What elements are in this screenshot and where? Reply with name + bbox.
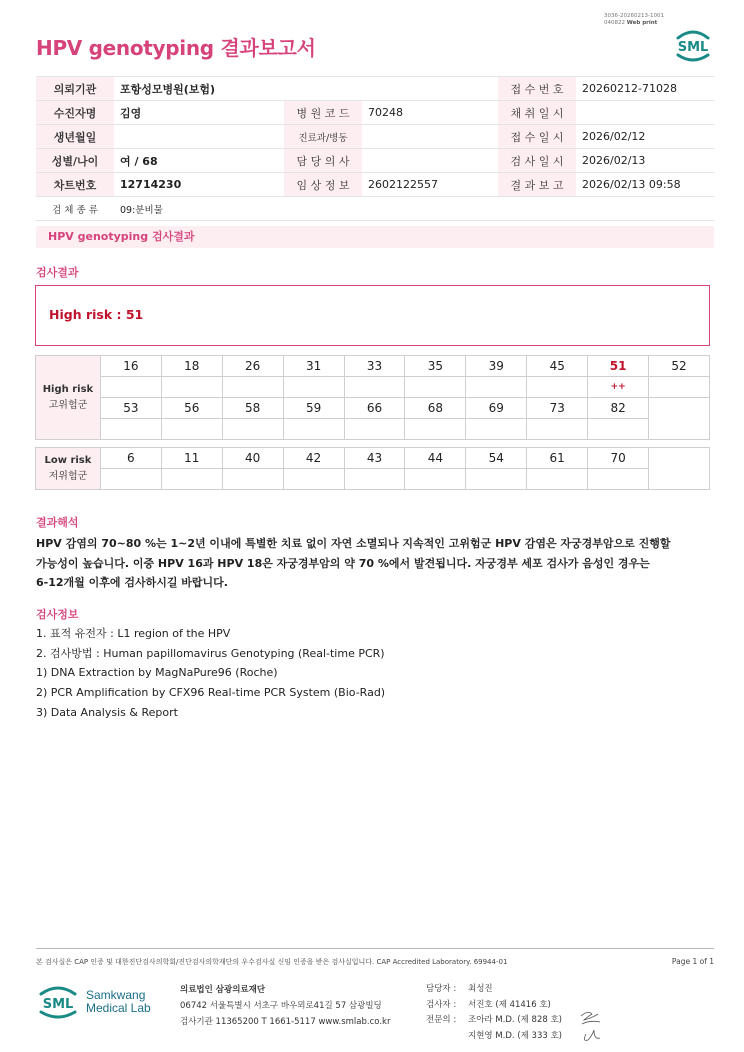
genotype-result-cell (588, 419, 649, 440)
genotype-cell: 61 (527, 448, 588, 469)
test-info-heading: 검사정보 (36, 608, 79, 621)
genotype-cell: 54 (466, 448, 527, 469)
genotype-cell: 56 (161, 398, 222, 419)
high-risk-types-row (36, 356, 710, 377)
info-row (36, 173, 714, 197)
info-label: 임 상 정 보 (284, 173, 362, 197)
info-row (36, 149, 714, 173)
interpretation-line: HPV 감염의 70~80 %는 1~2년 이내에 특별한 치료 없이 자연 소멸되나 지속적인 고위험군 HPV 감염은 자궁경부암으로 진행할 (36, 537, 671, 550)
info-value: 09:분비물 (114, 197, 714, 221)
genotype-cell: 35 (405, 356, 466, 377)
staff-info (426, 982, 562, 1044)
low-risk-label-ko: 저위험군 (48, 470, 88, 482)
sml-logo (672, 24, 714, 66)
low-risk-header (36, 448, 101, 490)
brand-line2: Medical Lab (86, 1001, 151, 1015)
organization-address: 06742 서울특별시 서초구 바우뫼로41길 57 삼광빌딩 (180, 1001, 382, 1011)
test-info-line: 1. 표적 유전자 : L1 region of the HPV (36, 627, 231, 640)
staff-row (426, 1013, 562, 1029)
genotype-cell: 11 (161, 448, 222, 469)
accreditation-note: 본 검사실은 CAP 인증 및 대한진단검사의학회/진단검사의학재단의 우수검사실 신임 인증을 받은 검사실입니다. CAP Accredited Laboratory. 69944-01 (36, 958, 508, 966)
staff-name: 지현영 M.D. (제 333 호) (468, 1030, 563, 1041)
genotype-cell: 66 (344, 398, 405, 419)
genotype-result-cell (283, 469, 344, 490)
genotype-cell: 69 (466, 398, 527, 419)
genotype-result-cell (344, 419, 405, 440)
info-value: 70248 (362, 101, 498, 125)
test-info-line: 1) DNA Extraction by MagNaPure96 (Roche) (36, 666, 278, 680)
high-risk-label-ko: 고위험군 (48, 399, 88, 411)
genotype-result-cell (344, 377, 405, 398)
info-row (36, 125, 714, 149)
info-label: 검 사 일 시 (498, 149, 576, 173)
info-label: 병 원 코 드 (284, 101, 362, 125)
result-heading: 검사결과 (36, 266, 79, 279)
genotype-cell: 52 (649, 356, 710, 377)
genotype-cell: 58 (222, 398, 283, 419)
organization-contact: 검사기관 11365200 T 1661-5117 www.smlab.co.kr (180, 1017, 391, 1027)
high-risk-types-row (36, 398, 710, 419)
genotype-result-cell (161, 469, 222, 490)
signature-icon (578, 1008, 608, 1046)
high-risk-label: High risk (42, 383, 94, 395)
genotype-cell: 16 (100, 356, 161, 377)
sml-footer-logo-icon (36, 982, 80, 1022)
test-info-line: 2) PCR Amplification by CFX96 Real-time PCR System (Bio-Rad) (36, 686, 386, 700)
interpretation-heading: 결과해석 (36, 516, 79, 529)
genotype-result-cell (466, 377, 527, 398)
genotype-result-cell (344, 469, 405, 490)
genotype-cell: 43 (344, 448, 405, 469)
genotype-result-cell (405, 419, 466, 440)
genotype-result-cell (161, 419, 222, 440)
genotype-cell: 31 (283, 356, 344, 377)
info-row (36, 101, 714, 125)
info-label: 진료과/병동 (284, 125, 362, 149)
genotype-cell: 70 (588, 448, 649, 469)
info-label: 접 수 일 시 (498, 125, 576, 149)
test-info-list (36, 624, 385, 723)
staff-name: 조아라 M.D. (제 828 호) (468, 1015, 563, 1025)
genotype-result-cell (100, 469, 161, 490)
empty-cell (649, 448, 710, 490)
low-risk-table (35, 447, 710, 490)
genotype-result-cell (527, 377, 588, 398)
staff-role (426, 1029, 468, 1045)
empty-cell (649, 398, 710, 440)
high-risk-table (35, 355, 710, 440)
genotype-cell: 44 (405, 448, 466, 469)
staff-role: 전문의 : (426, 1015, 457, 1025)
genotype-result-cell (649, 377, 710, 398)
staff-name: 서진호 (제 41416 호) (468, 999, 551, 1010)
high-risk-header (36, 356, 101, 440)
genotype-cell: 51 (588, 356, 649, 377)
genotype-result-cell (161, 377, 222, 398)
info-value (362, 149, 498, 173)
info-value: 김영 (114, 101, 284, 125)
staff-role: 담당자 : (426, 984, 457, 994)
info-label: 검 체 종 류 (36, 197, 114, 221)
genotype-cell: 53 (100, 398, 161, 419)
info-value: 12714230 (114, 173, 284, 197)
info-label: 의뢰기관 (36, 77, 114, 101)
genotype-cell: 6 (100, 448, 161, 469)
organization-info (180, 982, 390, 1030)
genotype-result-cell (466, 419, 527, 440)
genotype-cell: 59 (283, 398, 344, 419)
info-value: 2026/02/13 09:58 (576, 173, 714, 197)
staff-row (426, 1029, 562, 1045)
genotype-result-cell (588, 469, 649, 490)
info-value: 20260212-71028 (576, 77, 714, 101)
info-label: 담 당 의 사 (284, 149, 362, 173)
info-value: 여 / 68 (114, 149, 284, 173)
genotype-cell: 33 (344, 356, 405, 377)
genotype-result-cell (527, 419, 588, 440)
genotype-cell: 26 (222, 356, 283, 377)
genotype-cell: 82 (588, 398, 649, 419)
info-label: 채 취 일 시 (498, 101, 576, 125)
genotype-result-cell (527, 469, 588, 490)
genotype-cell: 45 (527, 356, 588, 377)
test-info-line: 2. 검사방법 : Human papillomavirus Genotyping (Real-time PCR) (36, 646, 385, 660)
info-label: 성별/나이 (36, 149, 114, 173)
genotype-result-cell (222, 469, 283, 490)
results-banner: HPV genotyping 검사결과 (36, 226, 714, 248)
document-id: 3036-20260213-1001 040822 Web print (604, 13, 664, 26)
organization-name: 의료법인 삼광의료재단 (180, 985, 266, 995)
result-box (35, 285, 710, 346)
low-risk-label: Low risk (44, 454, 92, 466)
genotype-result-cell: ++ (588, 377, 649, 398)
genotype-result-cell (405, 469, 466, 490)
genotype-cell: 18 (161, 356, 222, 377)
genotype-result-cell (100, 377, 161, 398)
sml-footer-logo-text: SML (42, 997, 74, 1012)
genotype-result-cell (283, 419, 344, 440)
info-label: 결 과 보 고 (498, 173, 576, 197)
genotype-cell: 73 (527, 398, 588, 419)
test-info-line: 3) Data Analysis & Report (36, 705, 178, 719)
info-value: 포항성모병원(보험) (114, 77, 498, 101)
staff-row (426, 998, 562, 1014)
genotype-result-cell (222, 419, 283, 440)
info-value: 2602122557 (362, 173, 498, 197)
genotype-result-cell (100, 419, 161, 440)
genotype-cell: 68 (405, 398, 466, 419)
info-label: 생년월일 (36, 125, 114, 149)
info-value (362, 125, 498, 149)
genotype-result-cell (283, 377, 344, 398)
info-value (114, 125, 284, 149)
patient-info-table (36, 76, 714, 221)
staff-row (426, 982, 562, 998)
footer-divider (36, 948, 714, 949)
genotype-cell: 40 (222, 448, 283, 469)
info-label: 접 수 번 호 (498, 77, 576, 101)
interpretation-line: 가능성이 높습니다. 이중 HPV 16과 HPV 18은 자궁경부암의 약 70 %에서 발견됩니다. 자궁경부 세포 검사가 음성인 경우는 (36, 556, 650, 570)
page-number: Page 1 of 1 (671, 957, 714, 966)
brand-line1: Samkwang (86, 988, 146, 1002)
interpretation-line: 6-12개월 이후에 검사하시길 바랍니다. (36, 576, 228, 589)
info-row (36, 197, 714, 221)
high-risk-marks-row (36, 419, 710, 440)
staff-role: 검사자 : (426, 999, 457, 1010)
info-value: 2026/02/13 (576, 149, 714, 173)
low-risk-marks-row (36, 469, 710, 490)
genotype-result-cell (466, 469, 527, 490)
info-value: 2026/02/12 (576, 125, 714, 149)
interpretation-text (36, 534, 706, 593)
result-text: High risk : 51 (49, 307, 144, 322)
sml-logo-text: SML (677, 40, 709, 55)
info-value (576, 101, 714, 125)
high-risk-marks-row (36, 377, 710, 398)
low-risk-types-row (36, 448, 710, 469)
genotype-cell: 39 (466, 356, 527, 377)
genotype-result-cell (405, 377, 466, 398)
genotype-result-cell (222, 377, 283, 398)
info-label: 차트번호 (36, 173, 114, 197)
info-label: 수진자명 (36, 101, 114, 125)
page-title: HPV genotyping 결과보고서 (36, 36, 316, 60)
footer-logo (36, 982, 151, 1022)
staff-name: 최성진 (468, 984, 493, 994)
genotype-cell: 42 (283, 448, 344, 469)
info-row (36, 77, 714, 101)
